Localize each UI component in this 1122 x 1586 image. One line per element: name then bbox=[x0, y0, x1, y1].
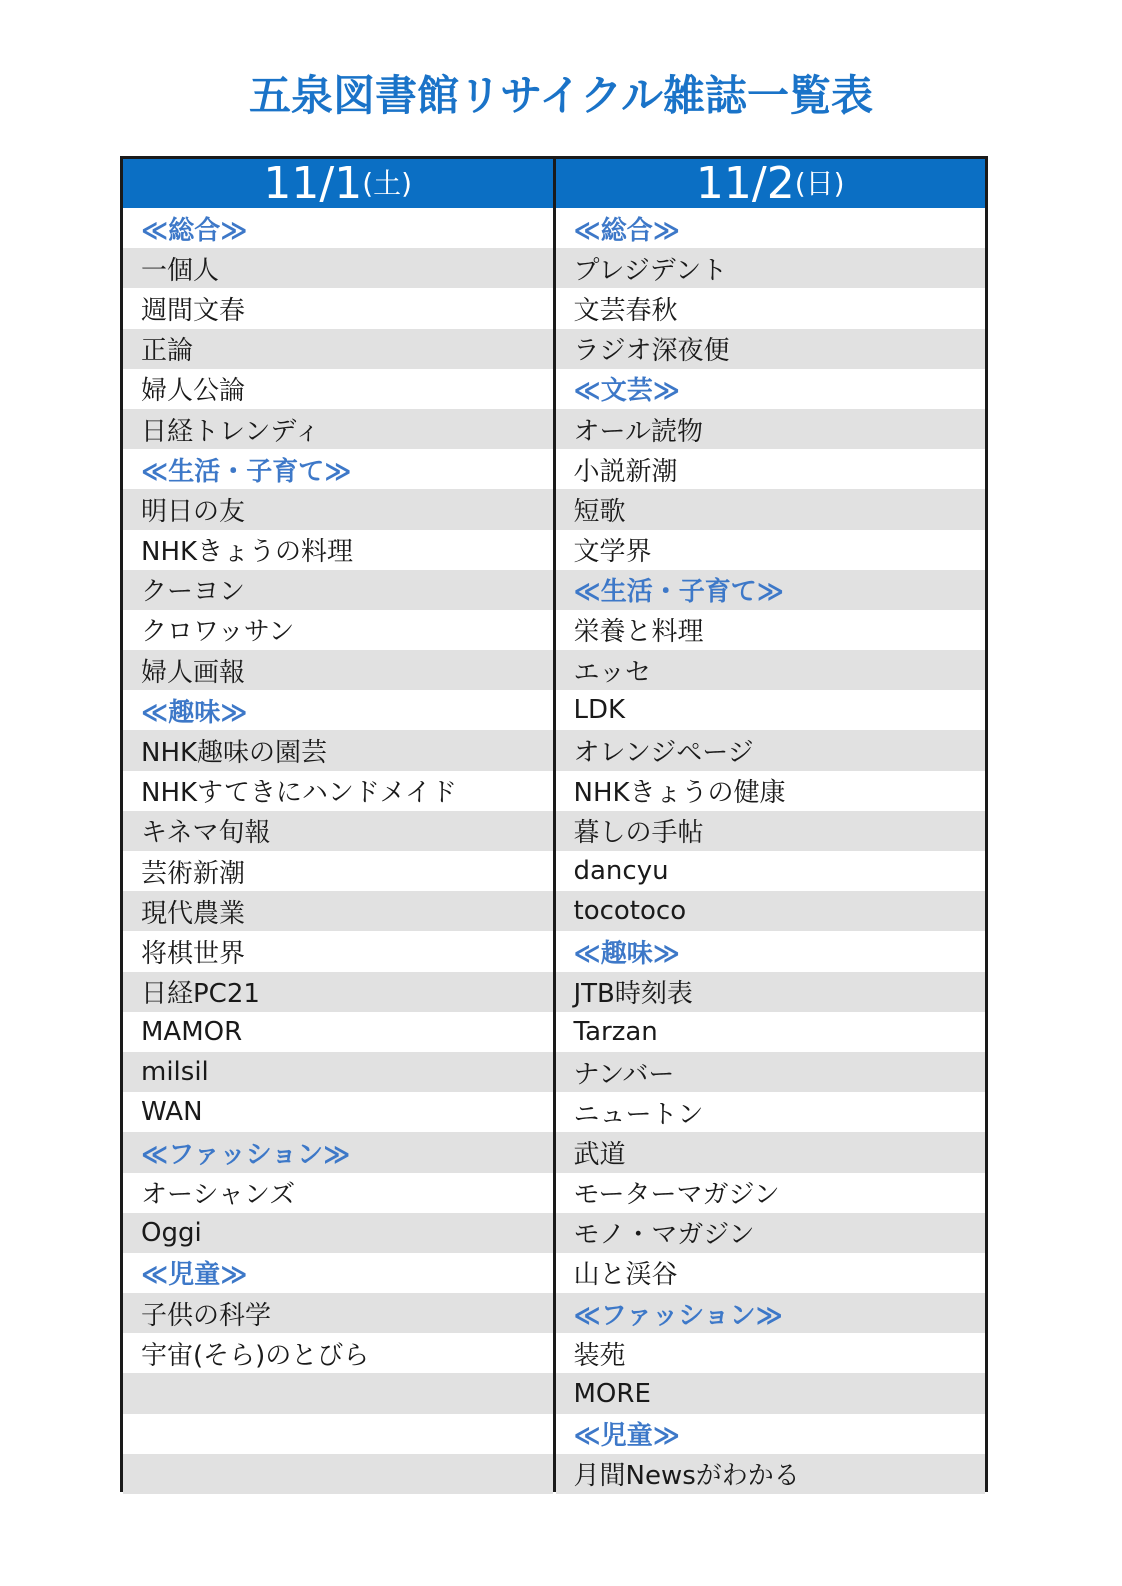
magazine-row: 日経PC21 bbox=[123, 972, 553, 1012]
magazine-row: ニュートン bbox=[573, 1099, 704, 1130]
magazine-row: 婦人公論 bbox=[141, 376, 246, 407]
magazine-row: Oggi bbox=[123, 1213, 553, 1253]
magazine-row: 芸術新潮 bbox=[141, 858, 246, 889]
magazine-row: MAMOR bbox=[141, 1016, 243, 1047]
magazine-row: JTB時刻表 bbox=[556, 972, 986, 1012]
magazine-row: 栄養と料理 bbox=[573, 617, 704, 648]
column-weekday: (土) bbox=[362, 167, 413, 200]
magazine-row: dancyu bbox=[573, 856, 669, 887]
magazine-row: オール読物 bbox=[556, 409, 986, 449]
magazine-row: NHKすてきにハンドメイド bbox=[141, 778, 458, 809]
category-row: ≪趣味≫ bbox=[141, 697, 248, 728]
magazine-row: MORE bbox=[556, 1373, 986, 1413]
column-date: 11/2 bbox=[695, 158, 795, 209]
magazine-row: キネマ旬報 bbox=[123, 811, 553, 851]
column-rows bbox=[556, 208, 986, 1494]
magazine-row: 小説新潮 bbox=[573, 456, 678, 487]
magazine-row: Tarzan bbox=[573, 1016, 658, 1047]
category-row: ≪ファッション≫ bbox=[556, 1293, 986, 1333]
magazine-row: WAN bbox=[141, 1097, 203, 1128]
magazine-row: オレンジページ bbox=[556, 730, 986, 770]
magazine-row: モーターマガジン bbox=[573, 1180, 780, 1211]
category-row: ≪総合≫ bbox=[141, 215, 248, 246]
magazine-row: NHKきょうの料理 bbox=[141, 537, 354, 568]
magazine-row: 武道 bbox=[556, 1132, 986, 1172]
category-row: ≪総合≫ bbox=[573, 215, 680, 246]
magazine-row: 宇宙(そら)のとびら bbox=[141, 1340, 370, 1371]
magazine-row bbox=[123, 1373, 553, 1413]
magazine-row: 現代農業 bbox=[123, 891, 553, 931]
category-row: ≪児童≫ bbox=[141, 1260, 248, 1291]
magazine-row: 子供の科学 bbox=[123, 1293, 553, 1333]
magazine-row: NHKきょうの健康 bbox=[573, 778, 786, 809]
magazine-row: 文学界 bbox=[573, 537, 652, 568]
magazine-row: 月間Newsがわかる bbox=[556, 1454, 986, 1494]
magazine-row: ナンバー bbox=[556, 1052, 986, 1092]
magazine-row: LDK bbox=[573, 695, 626, 726]
category-row: ≪趣味≫ bbox=[573, 938, 680, 969]
magazine-row: ラジオ深夜便 bbox=[556, 329, 986, 369]
category-row: ≪生活・子育て≫ bbox=[556, 570, 986, 610]
magazine-row: 日経トレンディ bbox=[123, 409, 553, 449]
magazine-row: 週間文春 bbox=[141, 295, 246, 326]
category-row: ≪文芸≫ bbox=[573, 376, 680, 407]
column-header bbox=[123, 159, 553, 208]
magazine-row: オーシャンズ bbox=[141, 1180, 296, 1211]
magazine-row bbox=[123, 1414, 553, 1454]
magazine-row: クロワッサン bbox=[141, 617, 295, 648]
magazine-table bbox=[120, 156, 988, 1492]
category-row: ≪生活・子育て≫ bbox=[141, 456, 352, 487]
category-row: ≪児童≫ bbox=[573, 1421, 680, 1452]
column-rows bbox=[123, 208, 553, 1494]
magazine-row: 明日の友 bbox=[123, 489, 553, 529]
magazine-row: 山と渓谷 bbox=[573, 1260, 678, 1291]
column-date: 11/1 bbox=[263, 158, 363, 209]
column-day-2 bbox=[553, 158, 986, 1492]
magazine-row: 装苑 bbox=[573, 1340, 626, 1371]
page-title: 五泉図書館リサイクル雑誌一覧表 bbox=[248, 71, 874, 120]
magazine-row: 将棋世界 bbox=[141, 938, 246, 969]
category-row: ≪ファッション≫ bbox=[123, 1132, 553, 1172]
magazine-row: 短歌 bbox=[556, 489, 986, 529]
magazine-row bbox=[123, 1454, 553, 1494]
column-day-1 bbox=[123, 159, 553, 1489]
magazine-row: milsil bbox=[123, 1052, 553, 1092]
magazine-row: プレジデント bbox=[556, 248, 986, 288]
magazine-row: NHK趣味の園芸 bbox=[123, 730, 553, 770]
magazine-row: 文芸春秋 bbox=[573, 295, 678, 326]
magazine-row: 一個人 bbox=[123, 248, 553, 288]
magazine-row: モノ・マガジン bbox=[556, 1213, 986, 1253]
magazine-row: クーヨン bbox=[123, 570, 553, 610]
magazine-row: 正論 bbox=[123, 329, 553, 369]
magazine-row: 婦人画報 bbox=[123, 650, 553, 690]
magazine-row: 暮しの手帖 bbox=[556, 811, 986, 851]
column-weekday: (日) bbox=[794, 167, 845, 200]
column-header bbox=[556, 159, 986, 208]
magazine-row: エッセ bbox=[556, 650, 986, 690]
magazine-row: tocotoco bbox=[556, 891, 986, 931]
